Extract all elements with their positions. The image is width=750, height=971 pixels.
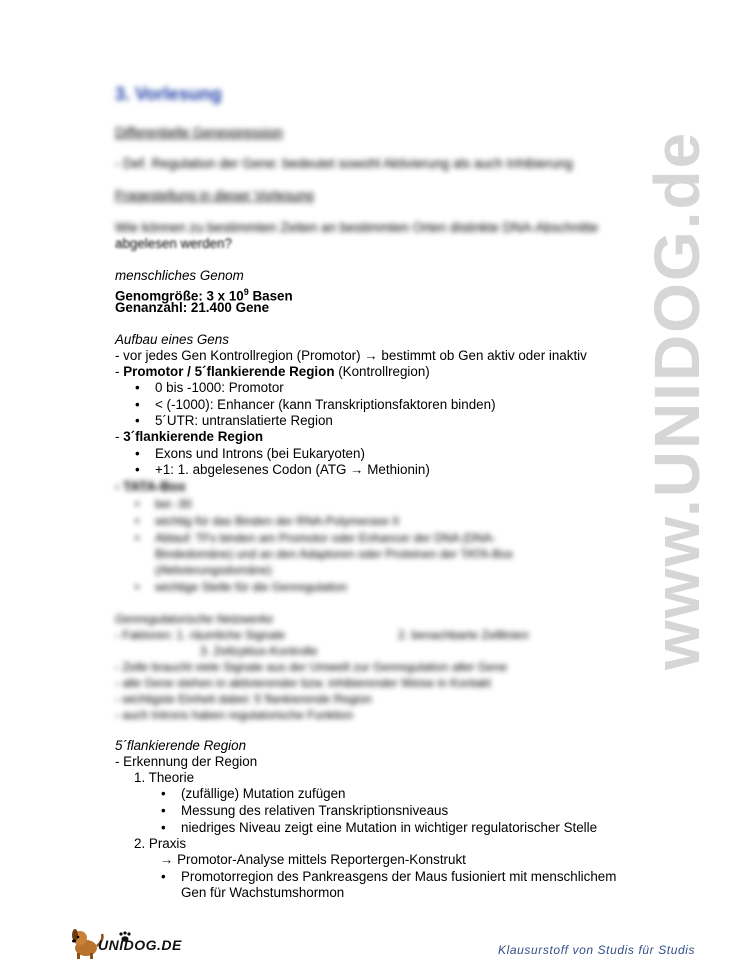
page-title: 3. Vorlesung <box>115 84 222 104</box>
section-heading-question: Fragestellung in dieser Vorlesung <box>115 188 314 203</box>
gene-count: Genanzahl: 21.400 Gene <box>115 300 270 315</box>
genome-size-exponent: 9 <box>243 287 249 297</box>
tata-bullet-3-cont2: (Aktivierungsdomäne) <box>155 563 272 577</box>
practice-bullet-line2: Gen für Wachstumshormon <box>181 885 345 900</box>
promotor-bullet-3: • 5´UTR: untranslatierte Region <box>155 413 333 429</box>
practice-label: 2. Praxis <box>134 836 187 851</box>
tata-bullet-3: • Ablauf: TFs binden am Promotor oder Enhancer der DNA (DNA- <box>155 530 496 546</box>
promotor-suffix: (Kontrollregion) <box>334 364 430 379</box>
theory-bullet-1: • (zufällige) Mutation zufügen <box>181 786 346 802</box>
promotor-line <box>115 364 430 380</box>
promotor-bullet-2: • < (-1000): Enhancer (kann Transkriptionsfaktoren binden) <box>155 397 496 413</box>
theory-label: 1. Theorie <box>134 770 195 785</box>
question-line-2: abgelesen werden? <box>115 236 232 251</box>
practice-arrow-line: → Promotor-Analyse mittels Reportergen-Konstrukt <box>160 852 466 867</box>
three-prime-bullet-2: • +1: 1. abgelesenes Codon (ATG → Methionin) <box>155 462 430 478</box>
tata-bullet-2: • wichtig für das Binden der RNA-Polymerase II <box>155 513 399 529</box>
site-watermark: www.UNIDOG.de <box>641 130 713 670</box>
three-prime-bullet-1: • Exons und Introns (bei Eukaryoten) <box>155 446 365 462</box>
tata-bullet-3-cont1: Bindedomäne) und an den Adaptoren oder Proteinen der TATA-Box <box>155 547 514 561</box>
networks-line-1: - Zelle braucht viele Signale aus der Umwelt zur Genregulation aller Gene <box>115 660 508 674</box>
tata-bullet-1: • bei -30 <box>155 496 192 512</box>
networks-line-2: - alle Gene stehen in aktivierender bzw. inhibierender Weise in Kontakt <box>115 676 491 690</box>
gene-structure-heading: Aufbau eines Gens <box>115 332 229 347</box>
theory-bullet-3: • niedriges Niveau zeigt eine Mutation in wichtiger regulatorischer Stelle <box>181 820 597 836</box>
genome-heading: menschliches Genom <box>115 268 244 283</box>
logo-wordmark: UNIDOG.DE <box>98 937 182 953</box>
tata-bullet-4: • wichtige Stelle für die Genregulation <box>155 579 347 595</box>
three-prime-dash: - <box>115 429 124 444</box>
promotor-dash: - <box>115 364 124 379</box>
promotor-bullet-1: • 0 bis -1000: Promotor <box>155 380 284 396</box>
promotor-bold: Promotor / 5´flankierende Region <box>123 364 335 379</box>
three-prime-bold: 3´flankierende Region <box>123 429 264 444</box>
networks-factors-1: - Faktoren: 1. räumliche Signale <box>115 628 286 642</box>
definition-line: - Def. Regulation der Gene: bedeutet sowohl Aktivierung als auch Inhibierung <box>115 156 573 171</box>
section-heading-genexpression: Differentielle Genexpression <box>115 125 283 140</box>
three-prime-line <box>115 429 263 445</box>
networks-line-4: - auch Introns haben regulatorische Funktion <box>115 708 354 722</box>
footer-tagline: Klausurstoff von Studis für Studis <box>498 943 696 957</box>
five-prime-heading: 5´flankierende Region <box>115 738 247 753</box>
genome-size-prefix: Genomgröße: 3 x 10 <box>115 288 244 304</box>
networks-factors-2: 2. benachbarte Zelllinien <box>398 628 529 642</box>
gene-structure-line1: - vor jedes Gen Kontrollregion (Promotor) → bestimmt ob Gen aktiv oder inaktiv <box>115 348 587 363</box>
genome-size-suffix: Basen <box>248 288 293 304</box>
networks-line-3: - wichtigste Einheit dabei: 5´flankierende Region <box>115 692 372 706</box>
practice-bullet-line1: • Promotorregion des Pankreasgens der Maus fusioniert mit menschlichem <box>181 869 616 885</box>
tata-heading: - TATA-Box <box>115 479 186 494</box>
question-line-1: Wie können zu bestimmten Zeiten an bestimmten Orten distinkte DNA-Abschnitte <box>115 220 599 235</box>
networks-factors-3: 3. Zellzyklus-Kontrolle <box>200 644 318 658</box>
theory-bullet-2: • Messung des relativen Transkriptionsniveaus <box>181 803 448 819</box>
networks-heading: Genregulatorische Netzwerke <box>115 612 274 626</box>
five-prime-line1: - Erkennung der Region <box>115 754 258 769</box>
